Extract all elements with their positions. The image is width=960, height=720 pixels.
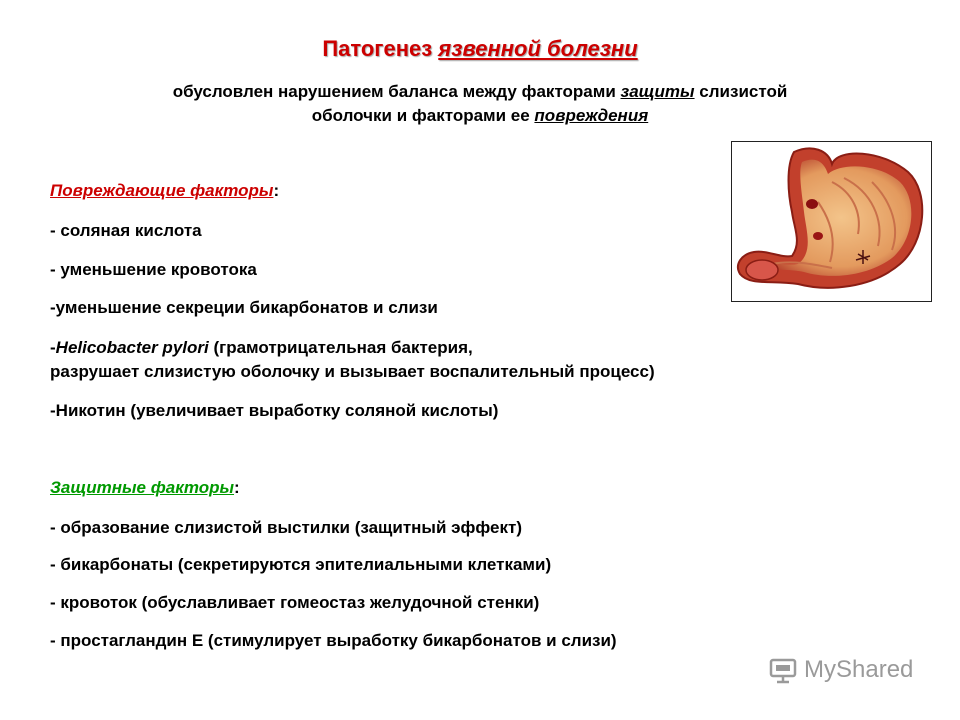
page-title bbox=[0, 36, 960, 62]
damaging-factors-heading bbox=[50, 181, 279, 201]
subtitle-word-protection: защиты bbox=[620, 82, 695, 101]
damaging-heading-label: Повреждающие факторы bbox=[50, 181, 274, 200]
watermark bbox=[768, 656, 913, 684]
title-emphasis: язвенной болезни bbox=[438, 36, 638, 61]
damaging-item: - уменьшение кровотока bbox=[50, 260, 257, 279]
damaging-item-nicotine: -Никотин (увеличивает выработку соляной кислоты) bbox=[50, 401, 499, 420]
protective-item: - бикарбонаты (секретируются эпителиальными клетками) bbox=[50, 555, 552, 574]
stomach-image bbox=[731, 141, 932, 302]
hp-rest: (грамотрицательная бактерия, bbox=[208, 338, 473, 357]
protective-item: - образование слизистой выстилки (защитный эффект) bbox=[50, 518, 522, 537]
title-prefix: Патогенез bbox=[322, 36, 439, 61]
subtitle-part1: обусловлен нарушением баланса между факторами bbox=[172, 82, 621, 101]
damaging-item: - соляная кислота bbox=[50, 221, 202, 240]
damaging-item-helicobacter bbox=[50, 336, 655, 384]
damaging-heading-colon: : bbox=[273, 181, 280, 200]
protective-factors-heading bbox=[50, 478, 240, 498]
subtitle bbox=[60, 80, 900, 128]
hp-name: Helicobacter pylori bbox=[55, 338, 209, 357]
stomach-illustration-icon bbox=[732, 142, 931, 301]
protective-item: - простагландин Е (стимулирует выработку бикарбонатов и слизи) bbox=[50, 631, 617, 650]
damaging-item: -уменьшение секреции бикарбонатов и слизи bbox=[50, 298, 438, 317]
presentation-icon bbox=[768, 656, 798, 684]
subtitle-part2: слизистой bbox=[694, 82, 788, 101]
hp-line2: разрушает слизистую оболочку и вызывает воспалительный процесс) bbox=[50, 362, 655, 381]
watermark-text: MyShared bbox=[804, 656, 914, 683]
protective-heading-label: Защитные факторы bbox=[50, 478, 235, 497]
subtitle-part3: оболочки и факторами ее bbox=[311, 106, 535, 125]
protective-heading-colon: : bbox=[234, 478, 240, 497]
protective-item: - кровоток (обуславливает гомеостаз желудочной стенки) bbox=[50, 593, 540, 612]
subtitle-word-damage: повреждения bbox=[534, 106, 649, 125]
hp-dash: - bbox=[50, 338, 56, 357]
